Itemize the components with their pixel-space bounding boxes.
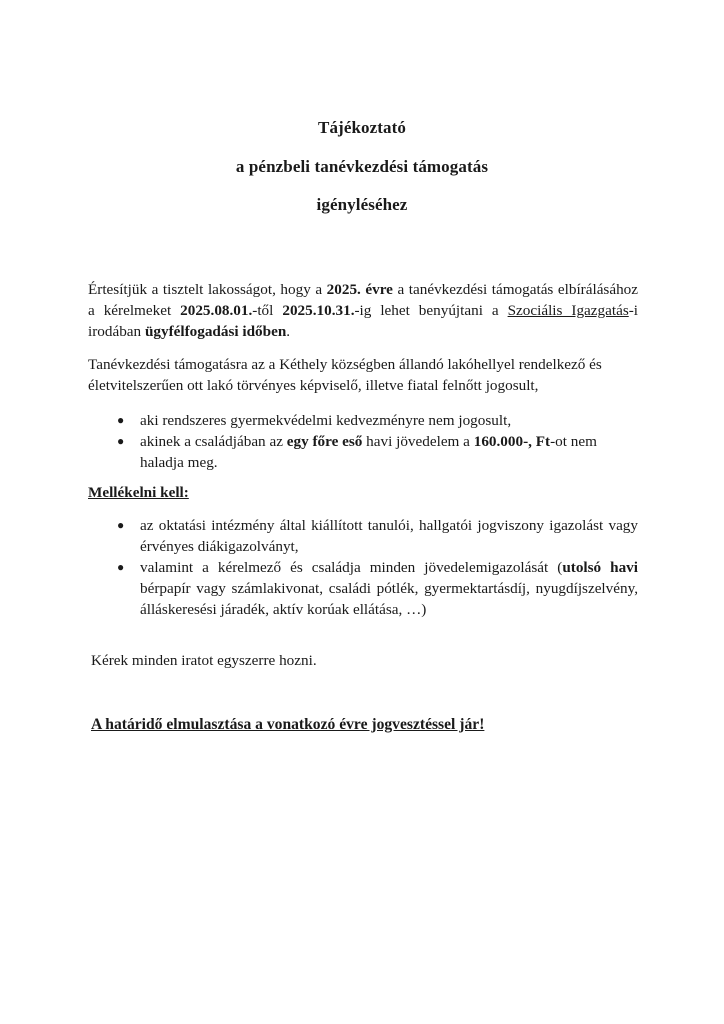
eligibility-paragraph: Tanévkezdési támogatásra az a Kéthely községben állandó lakóhellyel rendelkező és életvitelszerűen ott lakó törvényes képviselő, illetve fiatal felnőtt jogosult, — [88, 356, 602, 394]
per-capita-bold: egy főre eső — [286, 433, 363, 450]
text: az oktatási intézmény által kiállított tanulói, hallgatói jogviszony igazolást vagy érvényes diákigazolványt, — [140, 517, 638, 555]
list-item — [88, 515, 638, 557]
text: -től — [252, 302, 283, 319]
list-item — [88, 431, 638, 473]
text: akinek a családjában az — [140, 433, 287, 450]
bullet-icon: ● — [117, 560, 125, 574]
bullet-icon: ● — [117, 434, 125, 448]
start-date: 2025.08.01. — [180, 302, 253, 319]
text: -ig lehet benyújtani a — [354, 302, 508, 319]
bullet-icon: ● — [117, 413, 125, 427]
office-name: Szociális Igazgatás — [507, 302, 629, 319]
text: -i irodában — [88, 302, 639, 340]
list-item — [88, 410, 638, 431]
text: Értesítjük a tisztelt lakosságot, hogy a — [88, 281, 327, 298]
text: a tanévkezdési támogatás elbírálásához a kérelmeket — [88, 281, 639, 319]
text: -ot nem haladja meg. — [140, 433, 597, 471]
title-line-3: igényléséhez — [316, 195, 408, 214]
text: valamint a kérelmező és családja minden jövedelemigazolását ( — [140, 559, 563, 576]
conditions-list — [88, 410, 638, 473]
text: . — [286, 323, 291, 340]
bring-all-documents-note: Kérek minden iratot egyszerre hozni. — [91, 652, 317, 669]
last-month-bold: utolsó havi — [562, 559, 638, 576]
intro-paragraph — [88, 279, 638, 342]
income-limit: 160.000-, Ft — [473, 433, 551, 450]
end-date: 2025.10.31. — [282, 302, 355, 319]
title-line-1: Tájékoztató — [318, 118, 406, 137]
year-bold: 2025. évre — [326, 281, 393, 298]
attachments-heading: Mellékelni kell: — [88, 484, 189, 501]
office-hours-bold: ügyfélfogadási időben — [144, 323, 287, 340]
list-item — [88, 557, 638, 620]
text: bérpapír vagy számlakivonat, családi pótlék, gyermektartásdíj, nyugdíjszelvény, álláskeresési járadék, aktív korúak ellátása, …) — [140, 580, 638, 618]
text: havi jövedelem a — [362, 433, 474, 450]
attachments-list — [88, 515, 638, 620]
deadline-warning: A határidő elmulasztása a vonatkozó évre jogvesztéssel jár! — [91, 716, 485, 733]
text: aki rendszeres gyermekvédelmi kedvezményre nem jogosult, — [140, 412, 512, 429]
bullet-icon: ● — [117, 518, 125, 532]
title-line-2: a pénzbeli tanévkezdési támogatás — [235, 157, 489, 176]
